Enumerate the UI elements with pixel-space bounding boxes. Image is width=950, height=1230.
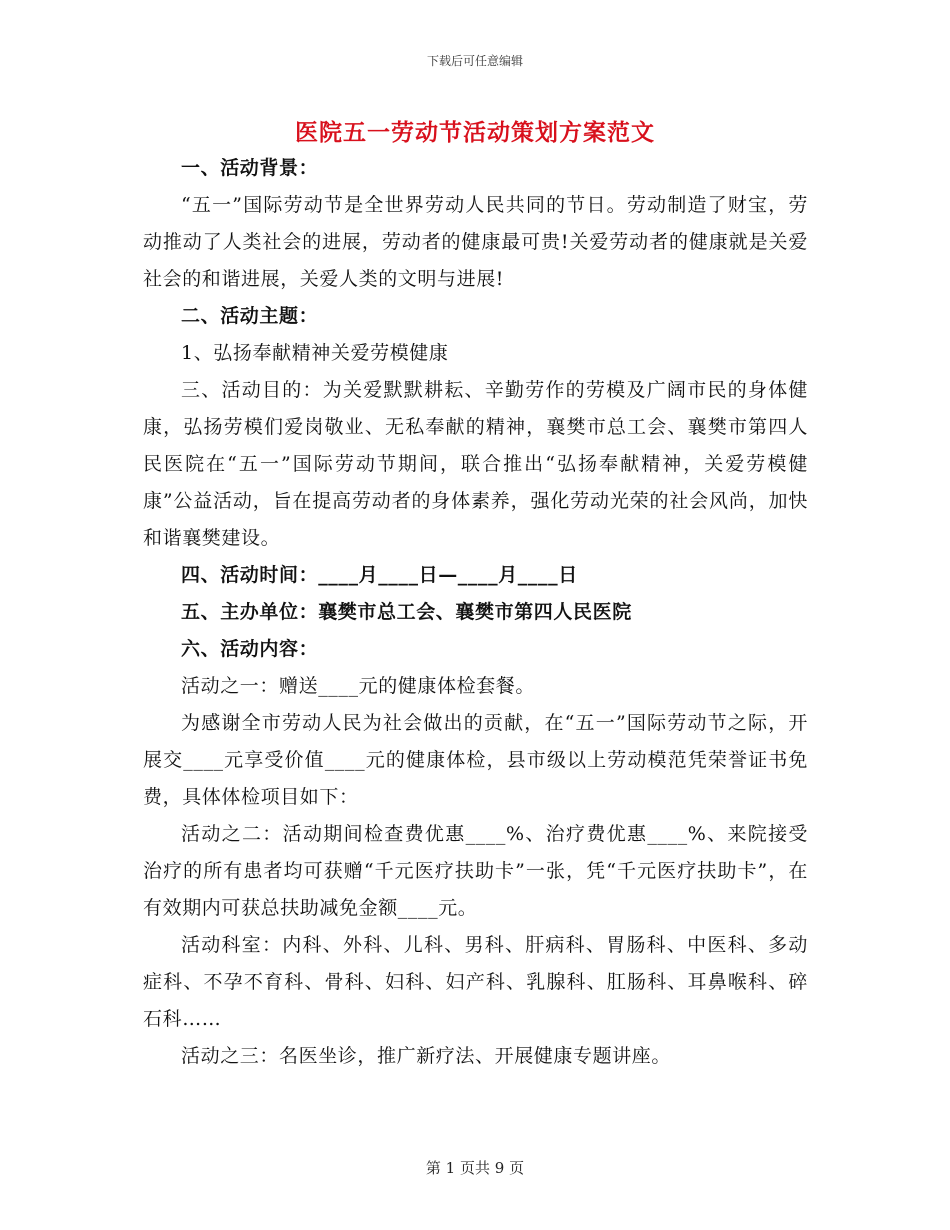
thanks-paragraph: 为感谢全市劳动人民为社会做出的贡献，在“五一”国际劳动节之际，开展交____元享受价值____元的健康体检，县市级以上劳动模范凭荣誉证书免费，具体体检项目如下： bbox=[143, 712, 808, 808]
section-heading-background: 一、活动背景： bbox=[181, 157, 319, 179]
section-heading-theme: 二、活动主题： bbox=[181, 305, 319, 327]
activity-three-paragraph: 活动之三：名医坐诊，推广新疗法、开展健康专题讲座。 bbox=[181, 1045, 672, 1067]
page-footer: 第 1 页共 9 页 bbox=[425, 1159, 525, 1177]
background-paragraph: “五一”国际劳动节是全世界劳动人民共同的节日。劳动制造了财宝，劳动推动了人类社会的进展，劳动者的健康最可贵!关爱劳动者的健康就是关爱社会的和谐进展，关爱人类的文明与进展! bbox=[143, 194, 808, 290]
section-heading-time: 四、活动时间：____月____日—____月____日 bbox=[181, 564, 578, 586]
section-heading-organizer: 五、主办单位：襄樊市总工会、襄樊市第四人民医院 bbox=[181, 601, 632, 623]
page-header: 下载后可任意编辑 bbox=[426, 54, 523, 68]
activity-one-paragraph: 活动之一：赠送____元的健康体检套餐。 bbox=[181, 675, 536, 697]
document-title: 医院五一劳动节活动策划方案范文 bbox=[295, 119, 655, 146]
activity-two-paragraph: 活动之二：活动期间检查费优惠____%、治疗费优惠____%、来院接受治疗的所有患者均可获赠“千元医疗扶助卡”一张，凭“千元医疗扶助卡”，在有效期内可获总扶助减免金额____元。 bbox=[143, 823, 808, 919]
theme-paragraph: 1、弘扬奉献精神关爱劳模健康 bbox=[181, 342, 449, 364]
departments-paragraph: 活动科室：内科、外科、儿科、男科、肝病科、胃肠科、中医科、多动症科、不孕不育科、骨科、妇科、妇产科、乳腺科、肛肠科、耳鼻喉科、碎石科…… bbox=[143, 934, 808, 1030]
purpose-paragraph: 三、活动目的：为关爱默默耕耘、辛勤劳作的劳模及广阔市民的身体健康，弘扬劳模们爱岗敬业、无私奉献的精神，襄樊市总工会、襄樊市第四人民医院在“五一”国际劳动节期间，联合推出“弘扬奉献精神，关爱劳模健康”公益活动，旨在提高劳动者的身体素养，强化劳动光荣的社会风尚，加快和谐襄樊建设。 bbox=[143, 379, 808, 549]
document-body bbox=[143, 150, 808, 1075]
section-heading-content: 六、活动内容： bbox=[181, 638, 319, 660]
